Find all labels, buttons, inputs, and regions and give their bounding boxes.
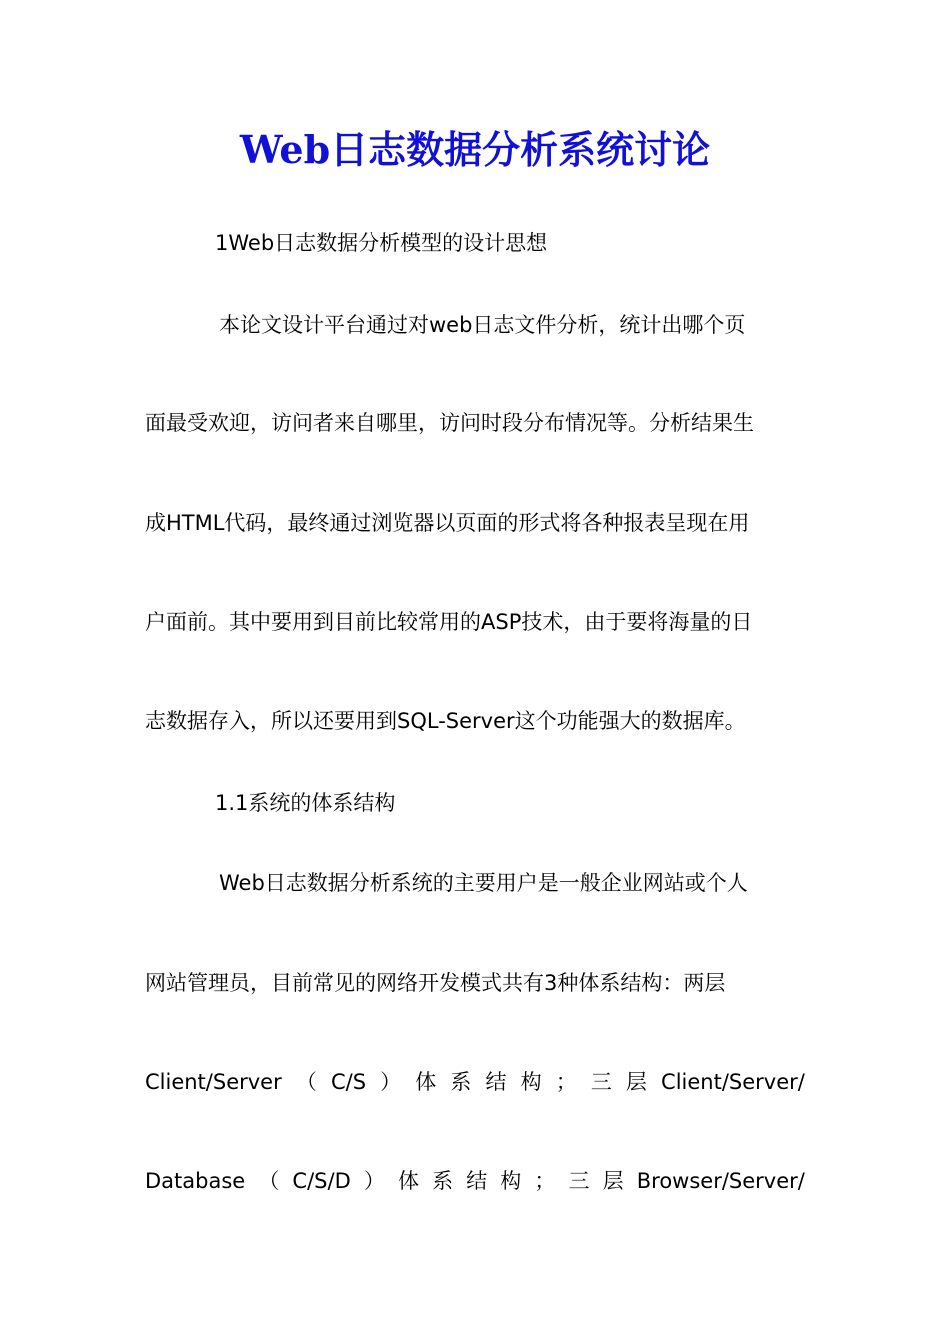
justified-word: 三 — [590, 1070, 612, 1094]
justified-word: ； — [555, 1070, 577, 1094]
paragraph-2-line-3 — [145, 1067, 805, 1097]
paragraph-2-line-4 — [145, 1166, 805, 1196]
paragraph-2-line-1: Web日志数据分析系统的主要用户是一般企业网站或个人 — [219, 871, 748, 895]
section-heading-2: 1.1系统的体系结构 — [215, 791, 396, 815]
justified-word: ） — [380, 1070, 402, 1094]
justified-word: Client/Server — [145, 1070, 282, 1094]
justified-word: 结 — [485, 1070, 507, 1094]
justified-word: 体 — [397, 1169, 419, 1193]
justified-word: 系 — [450, 1070, 472, 1094]
justified-word: Browser/Server/ — [636, 1169, 805, 1193]
justified-word: 层 — [602, 1169, 624, 1193]
paragraph-1-line-5: 志数据存入，所以还要用到SQL-Server这个功能强大的数据库。 — [145, 709, 746, 733]
justified-word: 结 — [466, 1169, 488, 1193]
justified-word: Database — [145, 1169, 246, 1193]
justified-word: 系 — [432, 1169, 454, 1193]
justified-word: （ — [258, 1169, 280, 1193]
justified-word: C/S/D — [292, 1169, 351, 1193]
justified-word: ； — [534, 1169, 556, 1193]
justified-word: 三 — [568, 1169, 590, 1193]
justified-word: C/S — [330, 1070, 367, 1094]
paragraph-2-line-2: 网站管理员，目前常见的网络开发模式共有3种体系结构：两层 — [145, 971, 726, 995]
paragraph-1-line-1: 本论文设计平台通过对web日志文件分析，统计出哪个页 — [219, 313, 746, 337]
justified-word: 构 — [500, 1169, 522, 1193]
justified-word: ） — [363, 1169, 385, 1193]
justified-word: Client/Server/ — [661, 1070, 805, 1094]
justified-word: （ — [295, 1070, 317, 1094]
justified-word: 构 — [520, 1070, 542, 1094]
justified-word: 体 — [415, 1070, 437, 1094]
paragraph-1-line-4: 户面前。其中要用到目前比较常用的ASP技术，由于要将海量的日 — [145, 610, 753, 634]
section-heading-1: 1Web日志数据分析模型的设计思想 — [215, 231, 548, 255]
document-title: Web日志数据分析系统讨论 — [239, 127, 711, 172]
paragraph-1-line-2: 面最受欢迎，访问者来自哪里，访问时段分布情况等。分析结果生 — [145, 411, 754, 435]
justified-word: 层 — [625, 1070, 647, 1094]
paragraph-1-line-3: 成HTML代码，最终通过浏览器以页面的形式将各种报表呈现在用 — [145, 511, 750, 535]
